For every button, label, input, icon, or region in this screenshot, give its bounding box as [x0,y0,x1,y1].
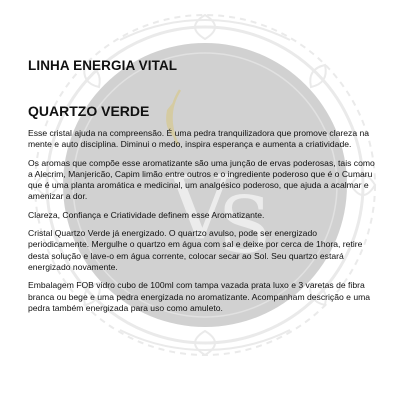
paragraph-energizing: Cristal Quartzo Verde já energizado. O quartzo avulso, pode ser energizado periodicamente. Mergulhe o quartzo em água com sal e deixe por cerca de 1hora, retire desta solução e lave-o em água corrente, colocar secar ao Sol. Seu quartzo estará energizado novamente. [28,228,363,272]
product-title: QUARTZO VERDE [28,103,150,119]
svg-text:S: S [218,181,272,271]
product-description [28,58,380,321]
paragraph-summary: Clareza, Confiança e Criatividade definem esse Aromatizante. [28,209,265,220]
svg-text:V: V [168,156,232,259]
description-body [28,128,380,314]
paragraph-packaging: Embalagem FOB vidro cubo de 100ml com tampa vazada prata luxo e 3 varetas de fibra branca ou bege e uma pedra energizada no aromatizante. Acompanham descrição e uma pedra também energizada para uso como amuleto. [28,280,371,313]
line-title: LINHA ENERGIA VITAL [28,58,178,73]
paragraph-aromas: Os aromas que compõe esse aromatizante são uma junção de ervas poderosas, tais como a Alecrim, Manjericão, Capim limão entre outros e o ingrediente poderoso que é o Cumaru que é uma planta aromática e medicinal, um analgésico poderoso, que ajuda a acalmar e amenizar a dor. [28,157,375,202]
paragraph-crystal: Esse cristal ajuda na compreensão. É uma pedra tranquilizadora que promove clareza na mente e auto disciplina. Diminui o medo, inspira esperança e aumenta a criatividade. [28,128,370,150]
